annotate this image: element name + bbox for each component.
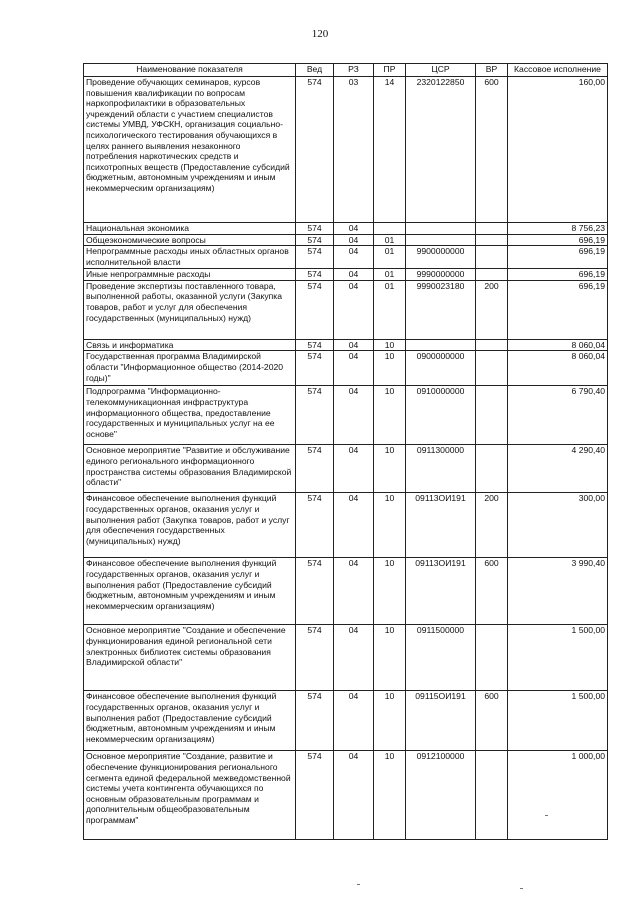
cell-name: Основное мероприятие "Развитие и обслуживание единого регионального информационного пространства системы образования Владимирской области": [84, 445, 296, 493]
cell-name: Финансовое обеспечение выполнения функций государственных органов, оказания услуг и выполнения работ (Предоставление субсидий бюджетным, автономным учреждениям и иным некоммерческим организациям): [84, 691, 296, 751]
cell-rz: 04: [334, 280, 374, 339]
cell-csr: [406, 339, 476, 351]
table-row: [84, 269, 608, 281]
column-header-pr: ПР: [374, 64, 406, 77]
cell-pr: 01: [374, 234, 406, 246]
cell-csr: 9990023180: [406, 280, 476, 339]
cell-pr: 10: [374, 493, 406, 558]
table-row: [84, 223, 608, 235]
table-row: [84, 751, 608, 840]
cell-ved: 574: [296, 351, 334, 386]
cell-csr: 09115ОИ191: [406, 691, 476, 751]
cell-vr: [476, 339, 508, 351]
cell-rz: 04: [334, 493, 374, 558]
column-header-ved: Вед: [296, 64, 334, 77]
cell-vr: [476, 246, 508, 269]
cell-vr: [476, 234, 508, 246]
table-row: [84, 625, 608, 691]
cell-vr: [476, 269, 508, 281]
cell-amount: 696,19: [508, 280, 608, 339]
cell-pr: 10: [374, 751, 406, 840]
cell-rz: 04: [334, 445, 374, 493]
cell-ved: 574: [296, 691, 334, 751]
cell-rz: 04: [334, 751, 374, 840]
table-row: [84, 280, 608, 339]
column-header-name: Наименование показателя: [84, 64, 296, 77]
cell-rz: 04: [334, 339, 374, 351]
table-header-row: [84, 64, 608, 77]
cell-name: Финансовое обеспечение выполнения функций государственных органов, оказания услуг и выполнения работ (Предоставление субсидий бюджетным, автономным учреждениям и иным некоммерческим организациям): [84, 558, 296, 625]
table-row: [84, 339, 608, 351]
cell-amount: 1 500,00: [508, 691, 608, 751]
cell-name: Национальная экономика: [84, 223, 296, 235]
cell-rz: 04: [334, 625, 374, 691]
cell-rz: 04: [334, 246, 374, 269]
cell-ved: 574: [296, 223, 334, 235]
table-row: [84, 351, 608, 386]
cell-name: Финансовое обеспечение выполнения функций государственных органов, оказания услуг и выполнения работ (Закупка товаров, работ и услуг для обеспечения государственных (муниципальных) нужд): [84, 493, 296, 558]
table-row: [84, 386, 608, 445]
cell-amount: 4 290,40: [508, 445, 608, 493]
cell-ved: 574: [296, 77, 334, 223]
table-row: [84, 691, 608, 751]
cell-ved: 574: [296, 234, 334, 246]
cell-pr: 10: [374, 625, 406, 691]
cell-name: Непрограммные расходы иных областных органов исполнительной власти: [84, 246, 296, 269]
cell-csr: [406, 223, 476, 235]
cell-amount: 6 790,40: [508, 386, 608, 445]
cell-amount: 8 756,23: [508, 223, 608, 235]
cell-vr: [476, 445, 508, 493]
cell-name: Проведение экспертизы поставленного товара, выполненной работы, оказанной услуги (Закупка товаров, работ и услуг для обеспечения государственных (муниципальных) нужд): [84, 280, 296, 339]
cell-vr: [476, 351, 508, 386]
table-row: [84, 558, 608, 625]
cell-ved: 574: [296, 269, 334, 281]
cell-name: Государственная программа Владимирской области "Информационное общество (2014-2020 годы)": [84, 351, 296, 386]
cell-pr: 01: [374, 280, 406, 339]
cell-ved: 574: [296, 246, 334, 269]
cell-csr: 9990000000: [406, 269, 476, 281]
cell-vr: 600: [476, 558, 508, 625]
column-header-rz: РЗ: [334, 64, 374, 77]
cell-ved: 574: [296, 386, 334, 445]
cell-csr: 09113ОИ191: [406, 493, 476, 558]
cell-csr: 09113ОИ191: [406, 558, 476, 625]
cell-ved: 574: [296, 445, 334, 493]
cell-pr: 01: [374, 269, 406, 281]
cell-amount: 696,19: [508, 246, 608, 269]
cell-pr: 10: [374, 558, 406, 625]
scan-speck: [545, 815, 548, 816]
cell-csr: [406, 234, 476, 246]
cell-vr: [476, 751, 508, 840]
cell-csr: 9900000000: [406, 246, 476, 269]
table-row: [84, 234, 608, 246]
budget-execution-table: [83, 63, 608, 840]
cell-rz: 04: [334, 386, 374, 445]
cell-vr: [476, 223, 508, 235]
cell-name: Проведение обучающих семинаров, курсов повышения квалификации по вопросам наркопрофилактики в образовательных учреждений области с участием специалистов системы УМВД, УФСКН, организация социально-психологического тестирования обучающихся в целях раннего выявления незаконного потребления наркотических средств и психотропных веществ (Предоставление субсидий бюджетным, автономным учреждениям и иным некоммерческим организациям): [84, 77, 296, 223]
scan-speck: [357, 884, 360, 885]
cell-pr: 01: [374, 246, 406, 269]
cell-rz: 04: [334, 234, 374, 246]
cell-vr: [476, 625, 508, 691]
cell-csr: 0911300000: [406, 445, 476, 493]
cell-pr: 10: [374, 691, 406, 751]
cell-rz: 04: [334, 223, 374, 235]
cell-amount: 1 000,00: [508, 751, 608, 840]
cell-rz: 04: [334, 558, 374, 625]
cell-rz: 04: [334, 351, 374, 386]
cell-ved: 574: [296, 751, 334, 840]
cell-pr: [374, 223, 406, 235]
cell-amount: 1 500,00: [508, 625, 608, 691]
cell-pr: 14: [374, 77, 406, 223]
table-row: [84, 77, 608, 223]
cell-vr: 200: [476, 493, 508, 558]
cell-vr: 200: [476, 280, 508, 339]
cell-ved: 574: [296, 493, 334, 558]
cell-name: Подпрограмма "Информационно-телекоммуникационная инфраструктура информационного общества, предоставление государственных и муниципальных услуг на ее основе": [84, 386, 296, 445]
cell-name: Основное мероприятие "Создание, развитие и обеспечение функционирования регионального сегмента единой федеральной межведомственной системы учета контингента обучающихся по основным образовательным программам и дополнительным общеобразовательным программам": [84, 751, 296, 840]
cell-ved: 574: [296, 339, 334, 351]
cell-name: Иные непрограммные расходы: [84, 269, 296, 281]
cell-amount: 160,00: [508, 77, 608, 223]
column-header-csr: ЦСР: [406, 64, 476, 77]
cell-rz: 03: [334, 77, 374, 223]
cell-ved: 574: [296, 625, 334, 691]
cell-name: Основное мероприятие "Создание и обеспечение функционирования единой региональной сети электронных библиотек системы образования Владимирской области": [84, 625, 296, 691]
cell-vr: [476, 386, 508, 445]
cell-amount: 300,00: [508, 493, 608, 558]
cell-pr: 10: [374, 351, 406, 386]
cell-amount: 696,19: [508, 269, 608, 281]
cell-ved: 574: [296, 280, 334, 339]
column-header-vr: ВР: [476, 64, 508, 77]
cell-pr: 10: [374, 445, 406, 493]
cell-csr: 0910000000: [406, 386, 476, 445]
cell-csr: 2320122850: [406, 77, 476, 223]
cell-rz: 04: [334, 269, 374, 281]
cell-vr: 600: [476, 77, 508, 223]
cell-amount: 3 990,40: [508, 558, 608, 625]
table-body: [84, 77, 608, 840]
cell-csr: 0900000000: [406, 351, 476, 386]
cell-csr: 0912100000: [406, 751, 476, 840]
cell-rz: 04: [334, 691, 374, 751]
cell-amount: 8 060,04: [508, 339, 608, 351]
cell-csr: 0911500000: [406, 625, 476, 691]
table-row: [84, 445, 608, 493]
table-row: [84, 246, 608, 269]
cell-pr: 10: [374, 386, 406, 445]
cell-vr: 600: [476, 691, 508, 751]
cell-ved: 574: [296, 558, 334, 625]
cell-pr: 10: [374, 339, 406, 351]
table-row: [84, 493, 608, 558]
cell-name: Общеэкономические вопросы: [84, 234, 296, 246]
scan-speck: [520, 888, 523, 889]
page-number: 120: [311, 28, 329, 40]
column-header-amount: Кассовое исполнение: [508, 64, 608, 77]
cell-amount: 696,19: [508, 234, 608, 246]
cell-amount: 8 060,04: [508, 351, 608, 386]
cell-name: Связь и информатика: [84, 339, 296, 351]
